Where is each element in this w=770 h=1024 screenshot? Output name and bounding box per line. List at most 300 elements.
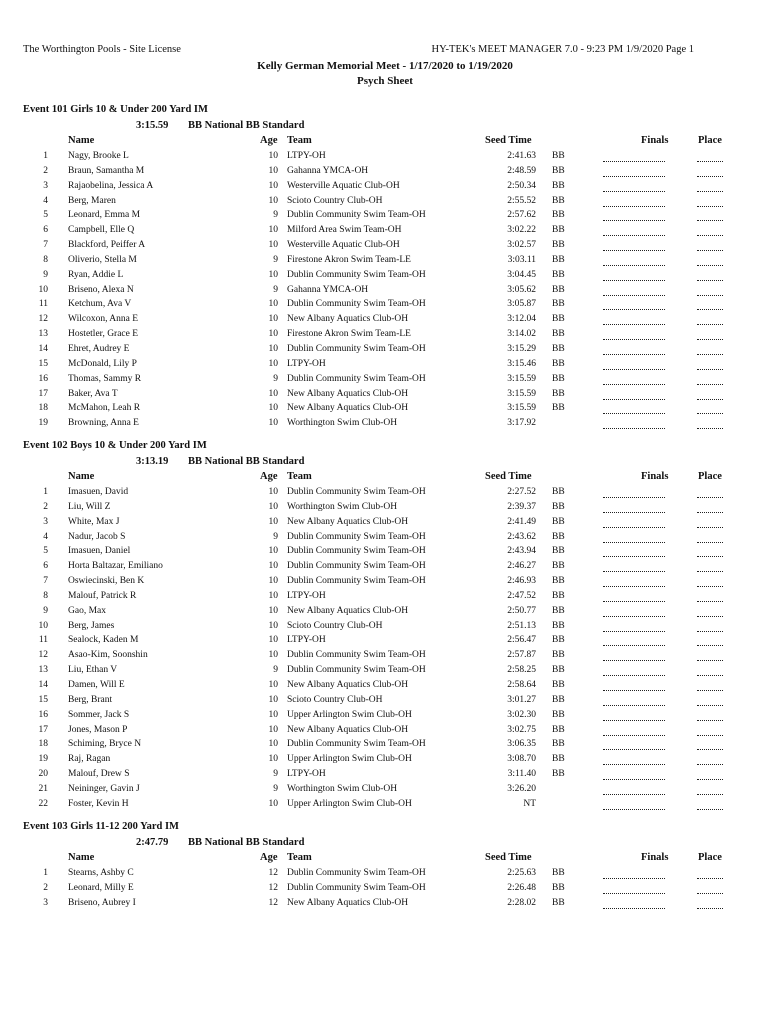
swimmer-age: 9 bbox=[273, 783, 278, 794]
place-blank bbox=[697, 754, 723, 765]
standard-badge: BB bbox=[552, 343, 565, 354]
finals-blank bbox=[603, 285, 665, 296]
seed-time: 2:25.63 bbox=[507, 868, 536, 878]
table-row bbox=[0, 532, 770, 547]
swimmer-name: Oliverio, Stella M bbox=[68, 254, 137, 265]
standard-label: BB National BB Standard bbox=[188, 837, 305, 848]
swimmer-name: Foster, Kevin H bbox=[68, 798, 129, 809]
swimmer-team: New Albany Aquatics Club-OH bbox=[287, 314, 409, 325]
seed-time: 3:02.75 bbox=[507, 724, 536, 735]
entry-rank: 22 bbox=[38, 798, 48, 809]
standard-badge: BB bbox=[552, 210, 565, 221]
finals-blank bbox=[603, 487, 665, 498]
swimmer-name: Malouf, Drew S bbox=[68, 769, 130, 780]
place-blank bbox=[697, 710, 723, 721]
table-row bbox=[0, 517, 770, 532]
swimmer-name: Ketchum, Ava V bbox=[68, 299, 132, 310]
place-blank bbox=[697, 374, 723, 385]
seed-time: 2:55.52 bbox=[507, 195, 536, 206]
place-blank bbox=[697, 799, 723, 810]
place-blank bbox=[697, 591, 723, 602]
finals-blank bbox=[603, 359, 665, 370]
swimmer-name: Nadur, Jacob S bbox=[68, 531, 126, 542]
swimmer-age: 10 bbox=[268, 358, 278, 369]
place-blank bbox=[697, 270, 723, 281]
swimmer-name: Braun, Samantha M bbox=[68, 165, 145, 176]
finals-blank bbox=[603, 210, 665, 221]
seed-time: 3:04.45 bbox=[507, 269, 536, 280]
swimmer-team: New Albany Aquatics Club-OH bbox=[287, 724, 409, 735]
meet-title: Kelly German Memorial Meet - 1/17/2020 to 1/19/2020 bbox=[257, 60, 513, 72]
swimmer-name: McDonald, Lily P bbox=[68, 358, 137, 369]
standard-badge: BB bbox=[552, 516, 565, 527]
swimmer-team: Dublin Community Swim Team-OH bbox=[287, 650, 426, 661]
col-age: Age bbox=[260, 471, 278, 482]
event-title: Event 101 Girls 10 & Under 200 Yard IM bbox=[23, 104, 208, 115]
seed-time: 2:51.13 bbox=[507, 620, 536, 631]
swimmer-team: Dublin Community Swim Team-OH bbox=[287, 487, 426, 497]
swimmer-age: 10 bbox=[268, 561, 278, 572]
swimmer-name: Berg, James bbox=[68, 620, 115, 631]
table-row bbox=[0, 151, 770, 166]
swimmer-team: LTPY-OH bbox=[287, 358, 326, 369]
table-row bbox=[0, 299, 770, 314]
swimmer-name: Jones, Mason P bbox=[68, 724, 128, 735]
swimmer-name: Gao, Max bbox=[68, 605, 106, 616]
seed-time: 3:05.87 bbox=[507, 299, 536, 310]
swimmer-age: 10 bbox=[268, 329, 278, 340]
seed-time: 2:57.87 bbox=[507, 650, 536, 661]
standard-badge: BB bbox=[552, 501, 565, 512]
table-row bbox=[0, 329, 770, 344]
swimmer-team: Worthington Swim Club-OH bbox=[287, 418, 398, 429]
entry-rank: 12 bbox=[38, 314, 48, 325]
standard-badge: BB bbox=[552, 754, 565, 765]
seed-time: NT bbox=[523, 798, 536, 809]
seed-time: 3:05.62 bbox=[507, 284, 536, 295]
standard-badge: BB bbox=[552, 531, 565, 542]
swimmer-name: Horta Baltazar, Emiliano bbox=[68, 561, 163, 572]
standard-badge: BB bbox=[552, 388, 565, 399]
table-row bbox=[0, 576, 770, 591]
entry-rank: 4 bbox=[43, 195, 48, 206]
swimmer-team: Dublin Community Swim Team-OH bbox=[287, 882, 426, 893]
swimmer-team: Upper Arlington Swim Club-OH bbox=[287, 798, 412, 809]
table-row bbox=[0, 635, 770, 650]
swimmer-age: 10 bbox=[268, 739, 278, 750]
col-place: Place bbox=[698, 852, 722, 863]
standard-badge: BB bbox=[552, 403, 565, 414]
standard-badge: BB bbox=[552, 240, 565, 251]
standard-badge: BB bbox=[552, 882, 565, 893]
swimmer-name: Browning, Anna E bbox=[68, 418, 139, 429]
entry-rank: 3 bbox=[43, 897, 48, 908]
swimmer-team: Firestone Akron Swim Team-LE bbox=[287, 254, 411, 265]
swimmer-team: Dublin Community Swim Team-OH bbox=[287, 546, 426, 557]
table-row bbox=[0, 591, 770, 606]
table-row bbox=[0, 754, 770, 769]
col-seed-time: Seed Time bbox=[485, 852, 532, 863]
finals-blank bbox=[603, 225, 665, 236]
finals-blank bbox=[603, 299, 665, 310]
col-team: Team bbox=[287, 135, 312, 146]
table-row bbox=[0, 883, 770, 898]
swimmer-age: 10 bbox=[268, 487, 278, 497]
seed-time: 2:27.52 bbox=[507, 487, 536, 497]
finals-blank bbox=[603, 561, 665, 572]
seed-time: 2:56.47 bbox=[507, 635, 536, 646]
entry-rank: 5 bbox=[43, 210, 48, 221]
event-title: Event 102 Boys 10 & Under 200 Yard IM bbox=[23, 440, 207, 451]
table-row bbox=[0, 240, 770, 255]
seed-time: 3:15.59 bbox=[507, 373, 536, 384]
seed-time: 3:03.11 bbox=[507, 254, 536, 265]
swimmer-team: Dublin Community Swim Team-OH bbox=[287, 531, 426, 542]
standard-badge: BB bbox=[552, 650, 565, 661]
place-blank bbox=[697, 166, 723, 177]
event-title: Event 103 Girls 11-12 200 Yard IM bbox=[23, 821, 179, 832]
finals-blank bbox=[603, 181, 665, 192]
col-name: Name bbox=[68, 852, 95, 863]
entry-rank: 19 bbox=[38, 418, 48, 429]
col-place: Place bbox=[698, 471, 722, 482]
place-blank bbox=[697, 502, 723, 513]
seed-time: 2:57.62 bbox=[507, 210, 536, 221]
swimmer-team: New Albany Aquatics Club-OH bbox=[287, 403, 409, 414]
table-row bbox=[0, 389, 770, 404]
swimmer-name: Briseno, Alexa N bbox=[68, 284, 134, 295]
swimmer-name: Raj, Ragan bbox=[68, 754, 111, 765]
entry-rank: 18 bbox=[38, 739, 48, 750]
place-blank bbox=[697, 329, 723, 340]
col-seed-time: Seed Time bbox=[485, 471, 532, 482]
swimmer-name: Asao-Kim, Soonshin bbox=[68, 650, 148, 661]
swimmer-team: LTPY-OH bbox=[287, 769, 326, 780]
swimmer-name: Leonard, Milly E bbox=[68, 882, 134, 893]
standard-badge: BB bbox=[552, 151, 565, 161]
finals-blank bbox=[603, 606, 665, 617]
standard-badge: BB bbox=[552, 254, 565, 265]
entry-rank: 7 bbox=[43, 576, 48, 587]
entry-list bbox=[0, 487, 770, 814]
place-blank bbox=[697, 389, 723, 400]
finals-blank bbox=[603, 418, 665, 429]
standard-badge: BB bbox=[552, 620, 565, 631]
place-blank bbox=[697, 299, 723, 310]
seed-time: 3:06.35 bbox=[507, 739, 536, 750]
standard-badge: BB bbox=[552, 299, 565, 310]
swimmer-team: LTPY-OH bbox=[287, 635, 326, 646]
entry-rank: 8 bbox=[43, 590, 48, 601]
standard-badge: BB bbox=[552, 605, 565, 616]
seed-time: 3:26.20 bbox=[507, 783, 536, 794]
table-row bbox=[0, 359, 770, 374]
table-row bbox=[0, 769, 770, 784]
place-blank bbox=[697, 344, 723, 355]
swimmer-team: New Albany Aquatics Club-OH bbox=[287, 388, 409, 399]
finals-blank bbox=[603, 255, 665, 266]
place-blank bbox=[697, 487, 723, 498]
table-row bbox=[0, 561, 770, 576]
standard-label: BB National BB Standard bbox=[188, 120, 305, 131]
entry-rank: 13 bbox=[38, 329, 48, 340]
seed-time: 2:50.77 bbox=[507, 605, 536, 616]
standard-badge: BB bbox=[552, 769, 565, 780]
swimmer-team: Dublin Community Swim Team-OH bbox=[287, 269, 426, 280]
finals-blank bbox=[603, 151, 665, 162]
finals-blank bbox=[603, 344, 665, 355]
swimmer-team: Dublin Community Swim Team-OH bbox=[287, 665, 426, 676]
standard-badge: BB bbox=[552, 897, 565, 908]
table-row bbox=[0, 898, 770, 913]
table-row bbox=[0, 166, 770, 181]
entry-rank: 10 bbox=[38, 284, 48, 295]
swimmer-team: Dublin Community Swim Team-OH bbox=[287, 210, 426, 221]
table-row bbox=[0, 710, 770, 725]
table-row bbox=[0, 695, 770, 710]
place-blank bbox=[697, 546, 723, 557]
swimmer-age: 10 bbox=[268, 388, 278, 399]
entry-rank: 15 bbox=[38, 694, 48, 705]
swimmer-age: 10 bbox=[268, 418, 278, 429]
place-blank bbox=[697, 868, 723, 879]
seed-time: 2:39.37 bbox=[507, 501, 536, 512]
seed-time: 3:15.59 bbox=[507, 403, 536, 414]
table-row bbox=[0, 650, 770, 665]
finals-blank bbox=[603, 898, 665, 909]
finals-blank bbox=[603, 532, 665, 543]
finals-blank bbox=[603, 329, 665, 340]
place-blank bbox=[697, 635, 723, 646]
standard-time: 3:15.59 bbox=[136, 120, 169, 131]
table-row bbox=[0, 725, 770, 740]
swimmer-name: Malouf, Patrick R bbox=[68, 590, 137, 601]
seed-time: 3:11.40 bbox=[507, 769, 536, 780]
place-blank bbox=[697, 898, 723, 909]
finals-blank bbox=[603, 314, 665, 325]
swimmer-name: Imasuen, Daniel bbox=[68, 546, 131, 557]
swimmer-age: 9 bbox=[273, 373, 278, 384]
swimmer-name: Berg, Brant bbox=[68, 694, 113, 705]
place-blank bbox=[697, 769, 723, 780]
col-age: Age bbox=[260, 852, 278, 863]
col-name: Name bbox=[68, 135, 95, 146]
col-place: Place bbox=[698, 135, 722, 146]
swimmer-name: Baker, Ava T bbox=[68, 388, 118, 399]
table-row bbox=[0, 374, 770, 389]
standard-badge: BB bbox=[552, 284, 565, 295]
place-blank bbox=[697, 210, 723, 221]
place-blank bbox=[697, 665, 723, 676]
place-blank bbox=[697, 621, 723, 632]
place-blank bbox=[697, 240, 723, 251]
software-header: HY-TEK's MEET MANAGER 7.0 - 9:23 PM 1/9/2020 Page 1 bbox=[431, 44, 694, 55]
swimmer-age: 10 bbox=[268, 180, 278, 191]
standard-badge: BB bbox=[552, 269, 565, 280]
table-row bbox=[0, 868, 770, 883]
standard-badge: BB bbox=[552, 329, 565, 340]
table-row bbox=[0, 196, 770, 211]
entry-rank: 1 bbox=[43, 151, 48, 161]
table-row bbox=[0, 418, 770, 433]
swimmer-age: 10 bbox=[268, 576, 278, 587]
standard-badge: BB bbox=[552, 665, 565, 676]
seed-time: 3:15.46 bbox=[507, 358, 536, 369]
table-row bbox=[0, 487, 770, 502]
finals-blank bbox=[603, 784, 665, 795]
place-blank bbox=[697, 255, 723, 266]
entry-rank: 12 bbox=[38, 650, 48, 661]
swimmer-name: Berg, Maren bbox=[68, 195, 116, 206]
seed-time: 2:41.49 bbox=[507, 516, 536, 527]
entry-rank: 14 bbox=[38, 343, 48, 354]
place-blank bbox=[697, 561, 723, 572]
swimmer-name: Blackford, Peiffer A bbox=[68, 240, 146, 251]
swimmer-team: Worthington Swim Club-OH bbox=[287, 783, 398, 794]
swimmer-age: 10 bbox=[268, 195, 278, 206]
finals-blank bbox=[603, 868, 665, 879]
standard-badge: BB bbox=[552, 724, 565, 735]
swimmer-name: Leonard, Emma M bbox=[68, 210, 141, 221]
seed-time: 2:58.64 bbox=[507, 679, 536, 690]
swimmer-age: 10 bbox=[268, 269, 278, 280]
table-row bbox=[0, 739, 770, 754]
table-row bbox=[0, 621, 770, 636]
finals-blank bbox=[603, 799, 665, 810]
swimmer-team: Westerville Aquatic Club-OH bbox=[287, 180, 400, 191]
entry-rank: 16 bbox=[38, 709, 48, 720]
finals-blank bbox=[603, 725, 665, 736]
table-row bbox=[0, 680, 770, 695]
entry-rank: 6 bbox=[43, 561, 48, 572]
finals-blank bbox=[603, 591, 665, 602]
standard-label: BB National BB Standard bbox=[188, 456, 305, 467]
swimmer-name: Imasuen, David bbox=[68, 487, 129, 497]
swimmer-name: Stearns, Ashby C bbox=[68, 868, 134, 878]
place-blank bbox=[697, 725, 723, 736]
swimmer-age: 10 bbox=[268, 403, 278, 414]
col-team: Team bbox=[287, 471, 312, 482]
license-header: The Worthington Pools - Site License bbox=[23, 44, 181, 55]
place-blank bbox=[697, 403, 723, 414]
standard-badge: BB bbox=[552, 165, 565, 176]
finals-blank bbox=[603, 166, 665, 177]
swimmer-team: Scioto Country Club-OH bbox=[287, 195, 383, 206]
swimmer-name: Liu, Will Z bbox=[68, 501, 111, 512]
swimmer-age: 10 bbox=[268, 635, 278, 646]
table-row bbox=[0, 255, 770, 270]
swimmer-age: 10 bbox=[268, 546, 278, 557]
entry-rank: 9 bbox=[43, 605, 48, 616]
finals-blank bbox=[603, 546, 665, 557]
swimmer-team: Milford Area Swim Team-OH bbox=[287, 225, 402, 236]
entry-rank: 13 bbox=[38, 665, 48, 676]
finals-blank bbox=[603, 240, 665, 251]
swimmer-team: New Albany Aquatics Club-OH bbox=[287, 516, 409, 527]
swimmer-name: Nagy, Brooke L bbox=[68, 151, 129, 161]
entry-rank: 7 bbox=[43, 240, 48, 251]
col-finals: Finals bbox=[641, 471, 669, 482]
finals-blank bbox=[603, 403, 665, 414]
entry-rank: 11 bbox=[38, 635, 48, 646]
standard-badge: BB bbox=[552, 225, 565, 236]
swimmer-team: Gahanna YMCA-OH bbox=[287, 165, 369, 176]
swimmer-age: 10 bbox=[268, 225, 278, 236]
entry-rank: 2 bbox=[43, 882, 48, 893]
finals-blank bbox=[603, 883, 665, 894]
entry-rank: 1 bbox=[43, 868, 48, 878]
place-blank bbox=[697, 314, 723, 325]
swimmer-team: Worthington Swim Club-OH bbox=[287, 501, 398, 512]
seed-time: 3:14.02 bbox=[507, 329, 536, 340]
swimmer-age: 10 bbox=[268, 709, 278, 720]
swimmer-name: Oswiecinski, Ben K bbox=[68, 576, 145, 587]
swimmer-name: Rajaobelina, Jessica A bbox=[68, 180, 154, 191]
seed-time: 2:41.63 bbox=[507, 151, 536, 161]
standard-time: 3:13.19 bbox=[136, 456, 169, 467]
finals-blank bbox=[603, 517, 665, 528]
swimmer-age: 10 bbox=[268, 314, 278, 325]
seed-time: 2:47.52 bbox=[507, 590, 536, 601]
swimmer-age: 9 bbox=[273, 769, 278, 780]
table-row bbox=[0, 344, 770, 359]
swimmer-team: LTPY-OH bbox=[287, 151, 326, 161]
entry-rank: 17 bbox=[38, 724, 48, 735]
swimmer-name: Sommer, Jack S bbox=[68, 709, 130, 720]
standard-badge: BB bbox=[552, 195, 565, 206]
standard-badge: BB bbox=[552, 180, 565, 191]
standard-badge: BB bbox=[552, 679, 565, 690]
place-blank bbox=[697, 359, 723, 370]
swimmer-name: Ehret, Audrey E bbox=[68, 343, 130, 354]
standard-badge: BB bbox=[552, 358, 565, 369]
table-row bbox=[0, 799, 770, 814]
seed-time: 3:02.22 bbox=[507, 225, 536, 236]
finals-blank bbox=[603, 576, 665, 587]
entry-rank: 8 bbox=[43, 254, 48, 265]
seed-time: 2:46.93 bbox=[507, 576, 536, 587]
swimmer-name: Damen, Will E bbox=[68, 679, 125, 690]
swimmer-age: 10 bbox=[268, 620, 278, 631]
place-blank bbox=[697, 532, 723, 543]
col-finals: Finals bbox=[641, 135, 669, 146]
swimmer-age: 9 bbox=[273, 254, 278, 265]
entry-rank: 2 bbox=[43, 165, 48, 176]
swimmer-age: 12 bbox=[268, 868, 278, 878]
swimmer-age: 9 bbox=[273, 284, 278, 295]
standard-badge: BB bbox=[552, 576, 565, 587]
place-blank bbox=[697, 680, 723, 691]
seed-time: 3:01.27 bbox=[507, 694, 536, 705]
swimmer-age: 10 bbox=[268, 590, 278, 601]
swimmer-name: White, Max J bbox=[68, 516, 120, 527]
col-seed-time: Seed Time bbox=[485, 135, 532, 146]
swimmer-team: New Albany Aquatics Club-OH bbox=[287, 897, 409, 908]
entry-rank: 10 bbox=[38, 620, 48, 631]
place-blank bbox=[697, 576, 723, 587]
entry-rank: 6 bbox=[43, 225, 48, 236]
entry-rank: 2 bbox=[43, 501, 48, 512]
col-team: Team bbox=[287, 852, 312, 863]
table-row bbox=[0, 784, 770, 799]
swimmer-team: Dublin Community Swim Team-OH bbox=[287, 868, 426, 878]
swimmer-name: Ryan, Addie L bbox=[68, 269, 124, 280]
place-blank bbox=[697, 225, 723, 236]
entry-rank: 16 bbox=[38, 373, 48, 384]
swimmer-age: 10 bbox=[268, 501, 278, 512]
swimmer-name: Hostetler, Grace E bbox=[68, 329, 139, 340]
table-row bbox=[0, 210, 770, 225]
